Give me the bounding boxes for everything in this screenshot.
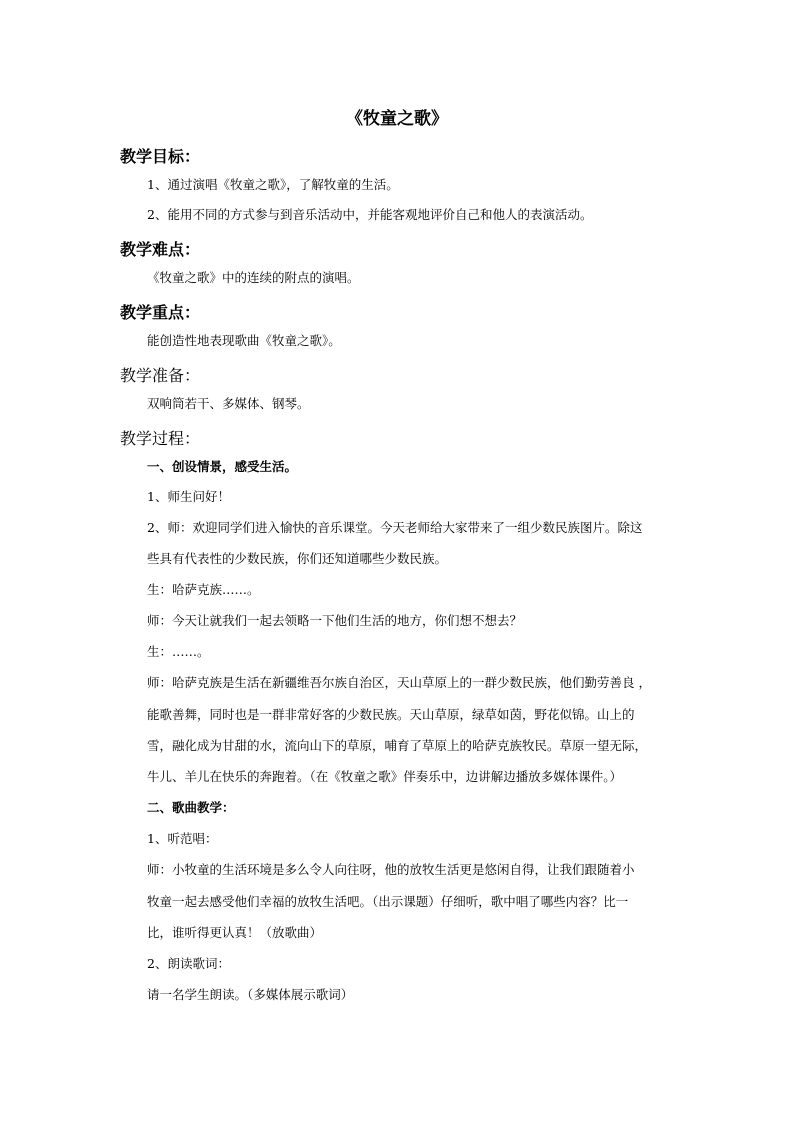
key-points-text: 能创造性地表现歌曲《牧童之歌》。	[147, 333, 341, 348]
paragraph-line: 比，谁听得更认真！（放歌曲）	[147, 925, 323, 940]
objective-item: 1、通过演唱《牧童之歌》，了解牧童的生活。	[147, 177, 399, 192]
paragraph: 请一名学生朗读。（多媒体展示歌词）	[147, 987, 354, 1002]
preparation-heading: 教学准备：	[120, 366, 201, 385]
preparation-text: 双响筒若干、多媒体、钢琴。	[147, 396, 310, 411]
objective-item: 2、能用不同的方式参与到音乐活动中，并能客观地评价自己和他人的表演活动。	[147, 207, 593, 222]
paragraph-line: 牧童一起去感受他们幸福的放牧生活吧。（出示课题）仔细听，歌中唱了哪些内容？比一	[147, 894, 629, 909]
paragraph: 1、师生问好！	[147, 489, 230, 504]
key-points-heading: 教学重点：	[120, 303, 201, 322]
objectives-heading: 教学目标：	[120, 147, 201, 166]
difficulties-text: 《牧童之歌》中的连续的附点的演唱。	[147, 270, 360, 285]
section-2-title: 二、歌曲教学：	[147, 800, 235, 815]
paragraph-line: 2、师：欢迎同学们进入愉快的音乐课堂。今天老师给大家带来了一组少数民族图片。除这	[147, 520, 643, 535]
paragraph: 生：……。	[147, 644, 210, 659]
process-heading: 教学过程：	[120, 429, 201, 448]
difficulties-heading: 教学难点：	[120, 240, 201, 259]
paragraph: 1、听范唱：	[147, 831, 218, 846]
paragraph-line: 牛儿、羊儿在快乐的奔跑着。（在《牧童之歌》伴奏乐中，边讲解边播放多媒体课件。）	[147, 769, 623, 784]
document-title: 《牧童之歌》	[346, 109, 448, 129]
paragraph-line: 些具有代表性的少数民族，你们还知道哪些少数民族。	[147, 551, 448, 566]
paragraph: 2、朗读歌词：	[147, 956, 230, 971]
paragraph: 师：今天让就我们一起去领略一下他们生活的地方，你们想不想去？	[147, 613, 523, 628]
paragraph-line: 师：小牧童的生活环境是多么令人向往呀，他的放牧生活更是悠闲自得，让我们跟随着小	[147, 862, 635, 877]
paragraph-line: 雪，融化成为甘甜的水，流向山下的草原，哺育了草原上的哈萨克族牧民。草原一望无际，	[147, 738, 648, 753]
section-1-title: 一、创设情景，感受生活。	[147, 459, 298, 474]
paragraph-line: 师：哈萨克族是生活在新疆维吾尔族自治区，天山草原上的一群少数民族，他们勤劳善良 ，	[147, 675, 651, 690]
paragraph-line: 能歌善舞，同时也是一群非常好客的少数民族。天山草原，绿草如茵，野花似锦。山上的	[147, 707, 635, 722]
paragraph: 生：哈萨克族……。	[147, 582, 260, 597]
